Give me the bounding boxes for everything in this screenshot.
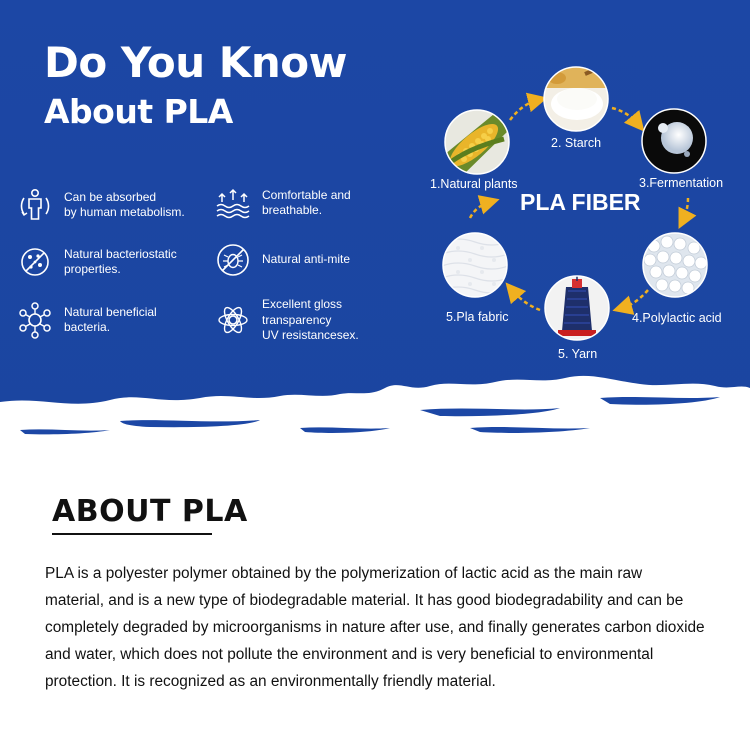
feature-text: Natural beneficial bacteria. — [64, 304, 157, 334]
stage-label-polylactic-acid: 4.Polylactic acid — [632, 311, 722, 325]
stage-label-yarn: 5. Yarn — [558, 347, 598, 361]
arrow-fabric-to-plants — [470, 202, 490, 218]
arrow-fermentation-to-pla — [683, 198, 688, 220]
feature-text: Excellent gloss transparency UV resistancesex. — [262, 297, 359, 342]
arrow-starch-to-fermentation — [612, 108, 638, 124]
about-heading-underline — [52, 533, 212, 535]
feature-text: Natural anti-mite — [262, 252, 351, 267]
feature-text: Natural bacteriostatic properties. — [64, 246, 177, 276]
pla-pellets-photo — [642, 232, 708, 298]
starch-photo — [543, 66, 609, 132]
banner-title-line2: About PLA — [44, 92, 233, 131]
banner-title-line1: Do You Know — [44, 38, 347, 87]
stage-label-starch: 2. Starch — [551, 136, 602, 150]
feature-text: Comfortable and breathable. — [262, 187, 351, 217]
about-paragraph: PLA is a polyester polymer obtained by the polymerization of lactic acid as the main raw material, and is a new type of biodegradable material. It has good biodegradability and can be completely degraded by microorganisms in nature after use, and finally generates carbon dioxide and water, which does not pollute the environment and is very beneficial to environmental protection. It is recognized as an environmentally friendly material. — [45, 565, 705, 690]
arrow-plants-to-starch — [510, 100, 538, 120]
stage-label-fermentation: 3.Fermentation — [639, 176, 724, 190]
yarn-spool-photo — [544, 275, 610, 341]
pla-fiber-title: PLA FIBER — [520, 189, 641, 215]
corn-photo — [444, 109, 510, 175]
stage-label-pla-fabric: 5.Pla fabric — [446, 310, 509, 324]
arrow-yarn-to-fabric — [512, 290, 540, 310]
fabric-photo — [442, 232, 508, 298]
feature-text: Can be absorbed by human metabolism. — [64, 189, 185, 219]
stage-label-natural-plants: 1.Natural plants — [430, 177, 518, 191]
fermentation-photo — [641, 108, 707, 174]
about-heading: ABOUT PLA — [52, 494, 248, 529]
